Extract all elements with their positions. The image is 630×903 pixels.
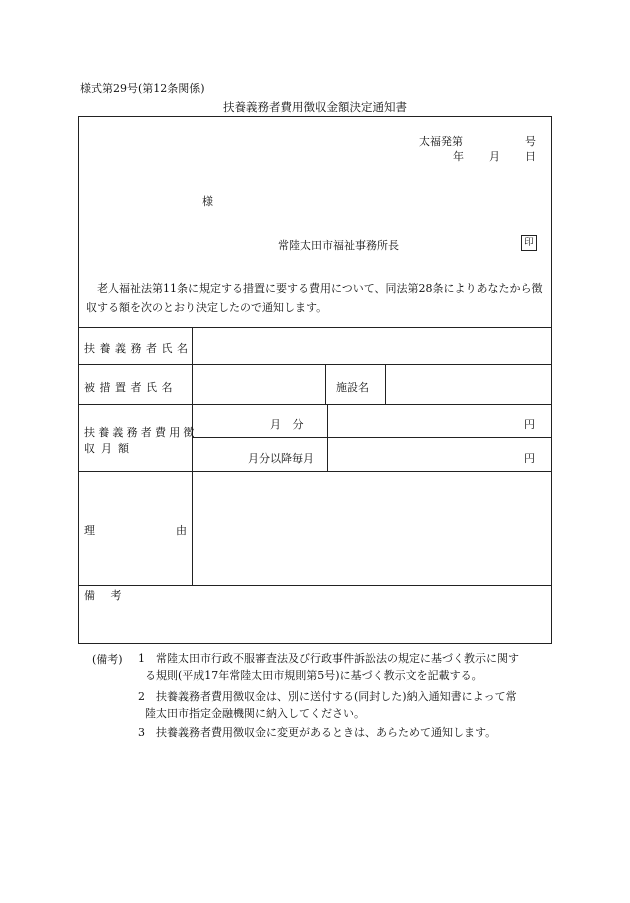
- note-item: 1 常陸太田市行政不服審査法及び行政事件訴訟法の規定に基づく教示に関す: [138, 652, 519, 665]
- divider: [78, 585, 552, 586]
- monthly-amount-label-cont: 収月額: [84, 442, 135, 455]
- notes-heading: (備考): [92, 653, 123, 666]
- column-divider: [385, 364, 386, 404]
- divider: [78, 327, 552, 328]
- column-divider: [325, 364, 326, 404]
- yen-unit: 円: [524, 418, 535, 431]
- remarks-label: 備 考: [84, 589, 128, 602]
- notice-body-text: 老人福祉法第11条に規定する措置に要する費用について、同法第28条によりあなたから徴収する額を次のとおり決定したので通知します。: [86, 282, 543, 314]
- divider: [192, 437, 552, 438]
- obligor-name-label: 扶養義務者氏名: [84, 342, 193, 355]
- note-item-cont: る規則(平成17年常陸太田市規則第5号)に基づく教示文を記載する。: [145, 669, 483, 682]
- issue-office-label: 太福発第: [419, 135, 463, 148]
- date-month-label: 月: [489, 150, 500, 163]
- reason-label-cont: 由: [176, 524, 187, 537]
- divider: [78, 364, 552, 365]
- note-item: 2 扶養義務者費用徴収金は、別に送付する(同封した)納入通知書によって常: [138, 690, 517, 703]
- seal-mark: 印: [521, 235, 537, 251]
- monthly-after-label: 月分以降毎月: [248, 452, 314, 465]
- document-title: 扶養義務者費用徴収金額決定通知書: [223, 100, 407, 114]
- measured-person-label: 被措置者氏名: [84, 381, 177, 394]
- yen-unit: 円: [524, 452, 535, 465]
- month-label: 月 分: [270, 418, 308, 431]
- divider: [78, 404, 552, 405]
- addressee-suffix: 様: [202, 195, 213, 208]
- monthly-amount-label: 扶養義務者費用徴: [84, 426, 198, 439]
- reason-label: 理: [84, 524, 95, 537]
- issue-number-label: 号: [525, 135, 536, 148]
- form-number: 様式第29号(第12条関係): [80, 82, 205, 95]
- note-item: 3 扶養義務者費用徴収金に変更があるときは、あらためて通知します。: [138, 726, 497, 739]
- divider: [78, 471, 552, 472]
- column-divider: [192, 327, 193, 585]
- column-divider: [327, 404, 328, 471]
- date-year-label: 年: [453, 150, 464, 163]
- facility-name-label: 施設名: [336, 381, 369, 394]
- issuer-name: 常陸太田市福祉事務所長: [278, 239, 399, 252]
- note-item-cont: 陸太田市指定金融機関に納入してください。: [145, 707, 365, 720]
- date-day-label: 日: [525, 150, 536, 163]
